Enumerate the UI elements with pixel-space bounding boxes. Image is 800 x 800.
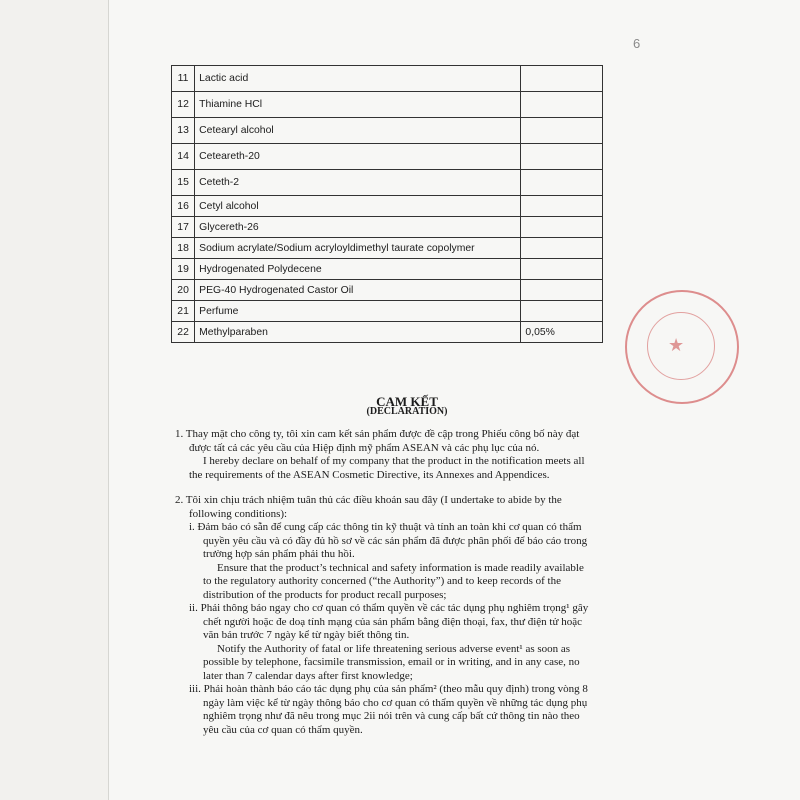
concentration-cell (521, 144, 603, 170)
condition-i-en-line: to the regulatory authority concerned (“the Authority”) and to keep records of the (203, 575, 561, 587)
table-row (172, 66, 603, 92)
item1-vi-line: được tất cả các yêu cầu của Hiệp định mỹ phẩm ASEAN và các phụ lục của nó. (189, 441, 540, 454)
ingredient-name-cell: Ceteareth-20 (195, 144, 521, 170)
declaration-title: CAM KẾT (376, 394, 438, 409)
ingredient-name-cell: Glycereth-26 (195, 217, 521, 238)
condition-i-vi-line: trường hợp sản phẩm phải thu hồi. (203, 548, 355, 560)
condition-i-en-line: distribution of the products for product recall purposes; (203, 588, 447, 601)
concentration-cell (521, 238, 603, 259)
ingredient-name-cell: Cetyl alcohol (195, 196, 521, 217)
row-number-cell: 16 (172, 196, 195, 217)
condition-ii-vi-line: ii. Phải thông báo ngay cho cơ quan có thẩm quyền về các tác dụng phụ nghiêm trọng¹ gây (189, 602, 589, 614)
ingredient-name-cell: Methylparaben (195, 322, 521, 343)
item1-en-line: the requirements of the ASEAN Cosmetic Directive, its Annexes and Appendices. (189, 468, 550, 481)
table-row (172, 118, 603, 144)
condition-i-vi-line: quyền yêu cầu và có đầy đủ hồ sơ về các sản phẩm đã được phân phối để báo cáo trong (203, 534, 588, 547)
row-number-cell: 14 (172, 144, 195, 170)
row-number-cell: 19 (172, 259, 195, 280)
condition-iii-vi-line: iii. Phải hoàn thành báo cáo tác dụng phụ của sản phẩm² (theo mẫu quy định) trong vòng 8 (189, 683, 588, 695)
ingredient-name-cell: Hydrogenated Polydecene (195, 259, 521, 280)
declaration-body (175, 428, 605, 737)
table-row (172, 301, 603, 322)
table-row (172, 217, 603, 238)
item2-line: 2. Tôi xin chịu trách nhiệm tuân thủ các điều khoản sau đây (I undertake to abide by the (175, 494, 562, 506)
condition-i-vi-line: i. Đảm bảo có sẵn để cung cấp các thông tin kỹ thuật và tính an toàn khi cơ quan có thẩm (189, 521, 582, 533)
table-row (172, 144, 603, 170)
concentration-cell (521, 196, 603, 217)
page-corner-number: 6 (633, 36, 641, 51)
ingredient-name-cell: Ceteth-2 (195, 170, 521, 196)
concentration-cell (521, 92, 603, 118)
row-number-cell: 21 (172, 301, 195, 322)
item2-line: following conditions): (189, 507, 288, 520)
condition-ii-en-line: Notify the Authority of fatal or life threatening serious adverse event¹ as soon as (217, 642, 571, 655)
table-row (172, 196, 603, 217)
row-number-cell: 15 (172, 170, 195, 196)
declaration-subtitle: (DECLARATION) (366, 406, 448, 417)
condition-ii-en-line: later than 7 calendar days after first knowledge; (203, 669, 413, 682)
page-edge (108, 0, 109, 800)
ingredient-name-cell: PEG-40 Hydrogenated Castor Oil (195, 280, 521, 301)
concentration-cell (521, 217, 603, 238)
stamp-star-icon: ★ (668, 335, 685, 355)
concentration-cell (521, 259, 603, 280)
condition-ii-vi-line: văn bản trước 7 ngày kể từ ngày biết thông tin. (203, 629, 410, 641)
table-row (172, 322, 603, 343)
ingredients-table (171, 65, 603, 343)
row-number-cell: 20 (172, 280, 195, 301)
ingredient-name-cell: Perfume (195, 301, 521, 322)
condition-i-en-line: Ensure that the product’s technical and safety information is made readily available (217, 561, 584, 574)
condition-iii-vi-line: ngày làm việc kể từ ngày thông báo cho cơ quan có thẩm quyền về những tác dụng phụ (203, 696, 588, 709)
table-row (172, 259, 603, 280)
row-number-cell: 11 (172, 66, 195, 92)
concentration-cell (521, 66, 603, 92)
row-number-cell: 22 (172, 322, 195, 343)
concentration-cell (521, 170, 603, 196)
row-number-cell: 18 (172, 238, 195, 259)
concentration-cell (521, 118, 603, 144)
table-row (172, 238, 603, 259)
table-row (172, 92, 603, 118)
row-number-cell: 13 (172, 118, 195, 144)
concentration-cell (521, 280, 603, 301)
table-row (172, 280, 603, 301)
ingredient-name-cell: Sodium acrylate/Sodium acryloyldimethyl taurate copolymer (195, 238, 521, 259)
ingredient-name-cell: Cetearyl alcohol (195, 118, 521, 144)
concentration-cell: 0,05% (521, 322, 603, 343)
item1-vi-line: 1. Thay mặt cho công ty, tôi xin cam kết sản phẩm được đề cập trong Phiếu công bố này đạt (175, 428, 580, 440)
ingredient-name-cell: Lactic acid (195, 66, 521, 92)
condition-ii-vi-line: chết người hoặc đe doạ tính mạng của sản phẩm bằng điện thoại, fax, thư điện tử hoặc (203, 615, 582, 628)
item1-en-line: I hereby declare on behalf of my company that the product in the notification meets all (203, 455, 585, 467)
concentration-cell (521, 301, 603, 322)
condition-iii-vi-line: yêu cầu của cơ quan có thẩm quyền. (203, 723, 363, 736)
condition-iii-vi-line: nghiêm trọng như đã nêu trong mục 2ii nói trên và cung cấp bất cứ thông tin nào theo (203, 710, 580, 722)
row-number-cell: 17 (172, 217, 195, 238)
table-row (172, 170, 603, 196)
row-number-cell: 12 (172, 92, 195, 118)
ingredient-name-cell: Thiamine HCl (195, 92, 521, 118)
condition-ii-en-line: possible by telephone, facsimile transmission, email or in writing, and in any case, no (203, 656, 580, 668)
